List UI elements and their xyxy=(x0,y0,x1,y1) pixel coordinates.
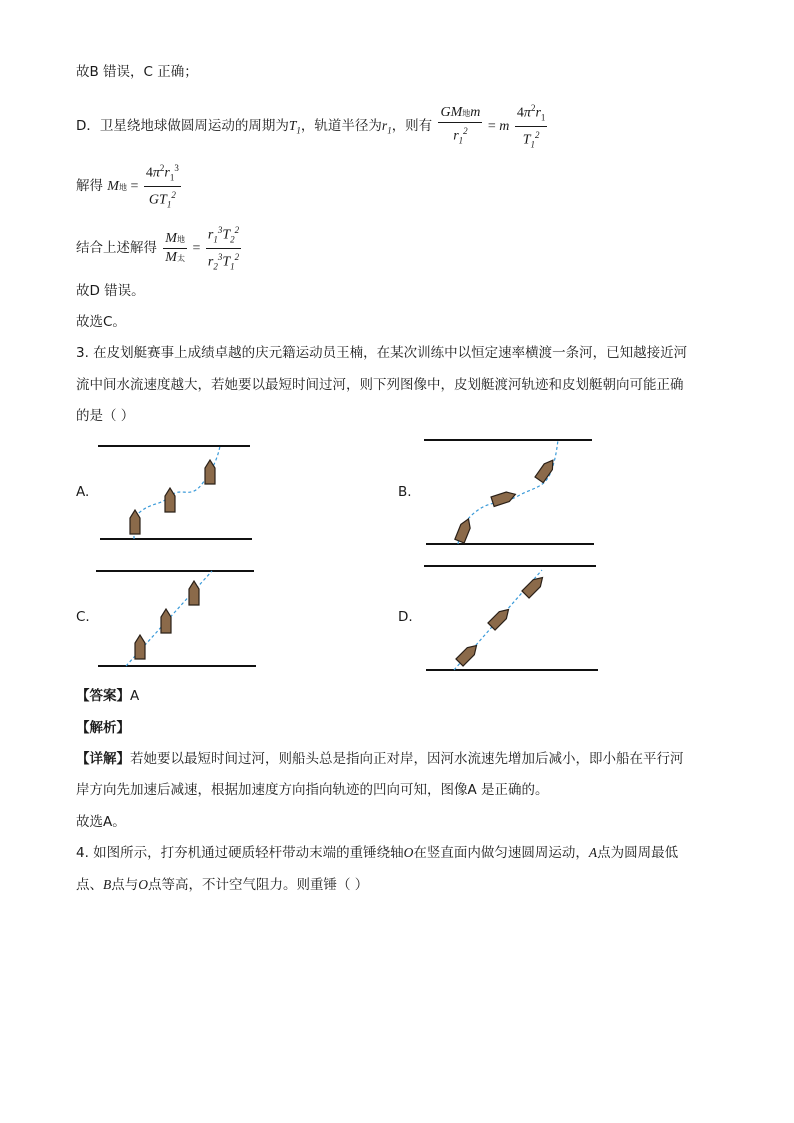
boat-icon xyxy=(535,457,557,482)
answer-label: 【答案】 xyxy=(76,688,130,704)
line-d-mid1: ，轨道半径为 xyxy=(300,118,382,135)
answer-line xyxy=(76,686,139,706)
line-d-prefix: D．卫星绕地球做圆周运动的周期为 xyxy=(76,118,289,135)
symbol-O: O xyxy=(403,845,414,860)
solve-label: 解得 xyxy=(76,178,103,195)
boat-icon xyxy=(161,609,171,633)
text-line-d xyxy=(76,100,549,154)
symbol-B: B xyxy=(103,877,112,892)
text-line-combine xyxy=(76,222,243,276)
boat-icon xyxy=(189,581,199,605)
text-line-choose-a: 故选A。 xyxy=(76,814,126,830)
figure-option-a xyxy=(90,436,260,548)
formula-earth-mass: M地 = $\frac{4\pi^2r_1^3}{GT_1^2}$ xyxy=(107,179,183,194)
detail-line-1 xyxy=(76,749,684,769)
detail-line-2: 岸方向先加速后减速，根据加速度方向指向轨迹的凹向可知，图像A 是正确的。 xyxy=(76,782,549,798)
combine-label: 结合上述解得 xyxy=(76,240,157,257)
symbol-r1: $r_1$ xyxy=(381,118,392,136)
formula-gravity-equation: $\frac{\text{GM地m}}{r_1^2}$ = m $\frac{4\pi^2r_1}{T_1^2}$ xyxy=(436,119,549,134)
boat-icon xyxy=(456,642,480,666)
option-a-label: A. xyxy=(76,484,90,500)
q4-line-2: 点、B点与O点等高，不计空气阻力。则重锤（ ） xyxy=(76,877,369,893)
q3-line-3: 的是（ ） xyxy=(76,408,135,424)
symbol-A: A xyxy=(588,845,598,860)
option-c-label: C. xyxy=(76,609,90,625)
text-line-choose-c: 故选C。 xyxy=(76,314,126,330)
boat-icon xyxy=(205,460,215,484)
boat-icon xyxy=(165,488,175,512)
symbol-T1: $T_1$ xyxy=(288,118,301,136)
symbol-O-2: O xyxy=(138,877,148,892)
detail-label: 【详解】 xyxy=(76,751,130,767)
formula-mass-ratio: $\frac{\text{M地}}{\text{M太}}$ = $\frac{r_1^3T_2^2}{r_2^3T_1^2}$ xyxy=(161,241,243,256)
option-d-label: D. xyxy=(398,609,413,625)
text-line-solve xyxy=(76,160,183,214)
q3-line-2: 流中间水流速度越大，若她要以最短时间过河，则下列图像中，皮划艇渡河轨迹和皮划艇朝向可能正确 xyxy=(76,377,684,393)
q4-line-1: 4. 如图所示，打夯机通过硬质轻杆带动末端的重锤绕轴O在竖直面内做匀速圆周运动，A点为圆周最低 xyxy=(76,845,679,861)
figure-option-b xyxy=(418,434,598,550)
text-line-d-wrong: 故D 错误。 xyxy=(76,283,145,299)
analysis-label: 【解析】 xyxy=(76,720,130,736)
q3-line-1: 3. 在皮划艇赛事上成绩卓越的庆元籍运动员王楠，在某次训练中以恒定速率横渡一条河，已知越接近河 xyxy=(76,345,688,361)
line-d-mid2: ，则有 xyxy=(391,118,433,135)
figure-option-c xyxy=(90,565,260,671)
boat-icon xyxy=(455,517,473,543)
boat-icon xyxy=(522,574,546,598)
figure-option-d xyxy=(418,560,600,674)
boat-icon xyxy=(135,635,145,659)
boat-icon xyxy=(488,606,512,630)
boat-track xyxy=(134,446,220,539)
answer-value: A xyxy=(130,688,140,704)
option-b-label: B. xyxy=(398,484,412,500)
text-line-b-wrong: 故B 错误，C 正确； xyxy=(76,64,198,80)
boat-icon xyxy=(130,510,140,534)
boat-icon xyxy=(491,490,517,507)
detail-text-1: 若她要以最短时间过河，则船头总是指向正对岸，因河水流速先增加后减小，即小船在平行河 xyxy=(130,751,684,767)
